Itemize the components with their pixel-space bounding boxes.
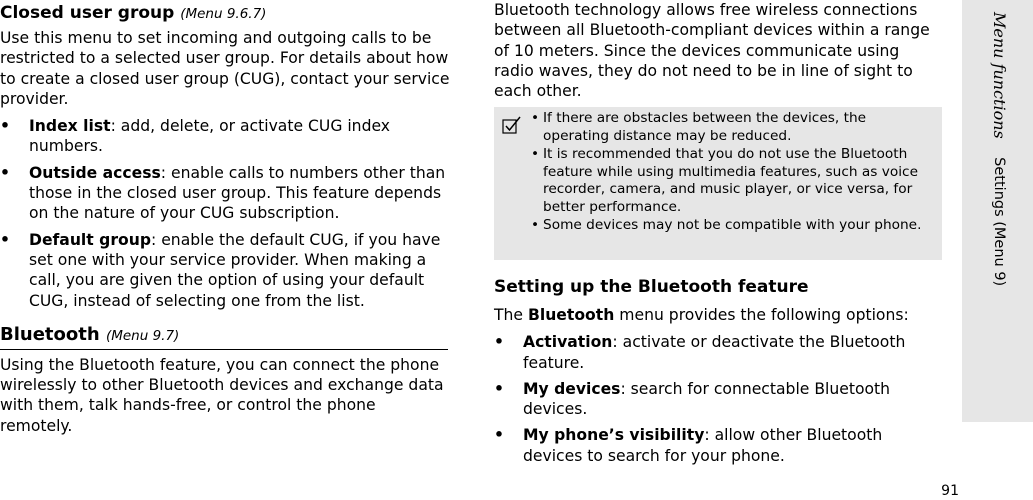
bluetooth-heading-block	[0, 324, 448, 350]
note-item: • It is recommended that you do not use the Bluetooth feature while using multimedia features, such as voice recorder, camera, and music player, or vice versa, for better performance.	[531, 146, 936, 216]
setup-intro	[494, 305, 940, 325]
cug-options-list	[0, 116, 450, 311]
item-text: : allow other Bluetooth devices to search for your phone.	[523, 426, 883, 465]
list-item	[494, 332, 940, 373]
item-term: My phone’s visibility	[523, 426, 705, 445]
note-box	[494, 107, 942, 260]
note-item: • If there are obstacles between the devices, the operating distance may be reduced.	[531, 110, 936, 145]
note-list	[531, 110, 936, 236]
setup-intro-post: menu provides the following options:	[614, 306, 909, 324]
list-item	[494, 425, 940, 466]
item-text: : activate or deactivate the Bluetooth feature.	[523, 333, 906, 372]
sidebar-section: Menu functions	[990, 12, 1009, 139]
item-term: Default group	[29, 230, 151, 249]
bluetooth-menu-ref: (Menu 9.7)	[105, 327, 180, 344]
item-text: : enable the default CUG, if you have set one with your service provider. When making a call, you are given the option of using your default CUG, instead of selecting one from the list.	[29, 230, 441, 310]
list-item	[0, 230, 450, 311]
item-term: Outside access	[29, 163, 161, 182]
cug-heading	[0, 3, 450, 23]
chapter-sidebar	[962, 0, 1033, 422]
item-term: Index list	[29, 117, 111, 136]
setup-heading: Setting up the Bluetooth feature	[494, 277, 809, 297]
item-term: Activation	[523, 333, 613, 352]
bluetooth-heading	[0, 324, 448, 349]
setup-options-list	[494, 332, 940, 466]
item-term: My devices	[523, 379, 621, 398]
cug-menu-ref: (Menu 9.6.7)	[180, 6, 267, 22]
left-column	[0, 0, 450, 436]
setup-intro-bold: Bluetooth	[527, 306, 615, 324]
page-number: 91	[941, 483, 959, 499]
bluetooth-title: Bluetooth	[0, 323, 100, 345]
item-text: : search for connectable Bluetooth devices.	[523, 379, 891, 419]
note-checkbox-icon	[502, 115, 522, 135]
setup-section	[494, 277, 940, 472]
item-text: : add, delete, or activate CUG index numbers.	[29, 117, 391, 156]
note-item: • Some devices may not be compatible with your phone.	[531, 217, 936, 235]
list-item	[0, 163, 450, 224]
item-text: : enable calls to numbers other than those in the closed user group. This feature depends on the nature of your CUG subscription.	[29, 163, 446, 223]
sidebar-text	[990, 12, 1009, 286]
list-item	[494, 379, 940, 420]
cug-title: Closed user group	[0, 3, 175, 23]
middle-column	[494, 0, 940, 101]
cug-intro: Use this menu to set incoming and outgoing calls to be restricted to a selected user group. For details about how to create a closed user group (CUG), contact your service provider.	[0, 29, 450, 108]
sidebar-subsection: Settings (Menu 9)	[991, 157, 1007, 287]
bluetooth-technology-intro: Bluetooth technology allows free wireless connections between all Bluetooth-compliant devices within a range of 10 meters. Since the devices communicate using radio waves, they do not need to be in line of sight to each other.	[494, 1, 930, 101]
list-item	[0, 116, 450, 157]
bluetooth-intro: Using the Bluetooth feature, you can connect the phone wirelessly to other Bluetooth devices and exchange data with them, talk hands-free, or control the phone remotely.	[0, 355, 444, 435]
setup-intro-pre: The	[494, 306, 528, 324]
